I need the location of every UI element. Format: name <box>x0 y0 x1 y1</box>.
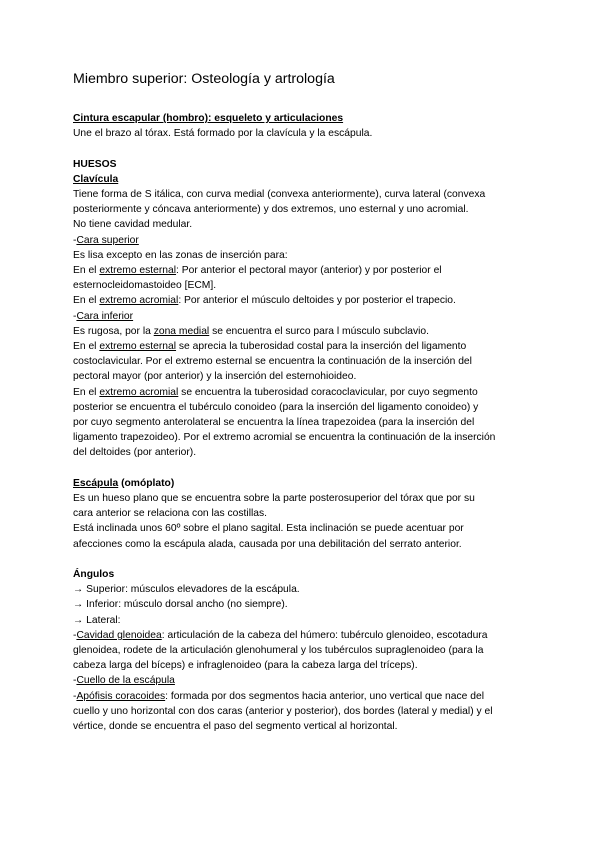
page-title: Miembro superior: Osteología y artrología <box>73 71 335 87</box>
text: En el <box>73 386 100 398</box>
intro-text: Une el brazo al tórax. Está formado por la clavícula y la escápula. <box>73 128 373 140</box>
cuello-line <box>73 673 533 688</box>
section-heading <box>73 111 533 126</box>
dash: - <box>73 629 77 641</box>
spacer <box>73 552 533 567</box>
clavicula-heading <box>73 172 533 187</box>
cara-inferior-line: pectoral mayor (por anterior) y la inserción del esternohioideo. <box>73 371 357 383</box>
text: En el <box>73 295 100 307</box>
cara-superior-line <box>73 263 533 278</box>
text: se aprecia la tuberosidad costal para la inserción del ligamento <box>176 341 467 353</box>
dash: - <box>73 690 77 702</box>
clavicula-heading-text: Clavícula <box>73 173 119 185</box>
cara-superior-label: Cara superior <box>76 234 139 246</box>
cara-inferior-line: costoclavicular. Por el extremo esternal se encuentra la continuación de la inserción del <box>73 356 472 368</box>
underlined-term: Apófisis coracoides <box>76 690 166 702</box>
escapula-line: Está inclinada unos 60º sobre el plano sagital. Esta inclinación se puede acentuar por <box>73 523 464 535</box>
cara-inferior-line: posterior se encuentra el tubérculo conoideo (para la inserción del ligamento conoideo) y <box>73 401 479 413</box>
cavidad-glenoidea-line <box>73 628 533 643</box>
angulos-heading: Ángulos <box>73 569 115 581</box>
angulo-item: → Inferior: músculo dorsal ancho (no siempre). <box>73 599 288 611</box>
underlined-term: extremo acromial <box>99 295 179 307</box>
escapula-heading-rest: (omóplato) <box>118 477 175 489</box>
escapula-heading <box>73 476 533 491</box>
text: : formada por dos segmentos hacia anterior, uno vertical que nace del <box>165 690 484 702</box>
apofisis-line: vértice, donde se encuentra el paso del segmento vertical al horizontal. <box>73 721 398 733</box>
document-page <box>73 70 533 734</box>
escapula-line: afecciones como la escápula alada, causada por una debilitación del serrato anterior. <box>73 538 462 550</box>
text: se encuentra la tuberosidad coracoclavicular, por cuyo segmento <box>178 386 478 398</box>
underlined-term: extremo acromial <box>99 386 179 398</box>
escapula-line: cara anterior se relaciona con las costillas. <box>73 508 268 520</box>
section-heading-text: Cintura escapular (hombro): esqueleto y articulaciones <box>73 113 344 124</box>
cara-inferior-line: del deltoides (por anterior). <box>73 447 197 459</box>
text: : articulación de la cabeza del húmero: tubérculo glenoideo, escotadura <box>161 629 488 641</box>
dash: - <box>73 310 77 322</box>
spacer <box>73 461 533 476</box>
underlined-term: Cavidad glenoidea <box>76 629 162 641</box>
cara-superior-line: Es lisa excepto en las zonas de inserción para: <box>73 249 288 261</box>
cara-inferior-line: por cuyo segmento anterolateral se encuentra la línea trapezoidea (para la inserción del <box>73 417 475 429</box>
cara-inferior-line <box>73 324 533 339</box>
dash: - <box>73 234 77 246</box>
apofisis-line <box>73 689 533 704</box>
underlined-term: zona medial <box>153 325 210 337</box>
dash: - <box>73 675 77 687</box>
angulo-item: → Lateral: <box>73 614 121 626</box>
text: : Por anterior el pectoral mayor (anterior) y por posterior el <box>176 265 442 277</box>
huesos-heading: HUESOS <box>73 158 117 170</box>
cara-inferior-heading <box>73 309 533 324</box>
underlined-term: extremo esternal <box>99 341 177 353</box>
text: : Por anterior el músculo deltoides y por posterior el trapecio. <box>178 295 456 307</box>
underlined-term: extremo esternal <box>99 265 177 277</box>
text: En el <box>73 265 100 277</box>
cara-superior-heading <box>73 233 533 248</box>
clavicula-line: posteriormente y cóncava anteriormente) y dos extremos, uno esternal y uno acromial. <box>73 204 469 216</box>
text: En el <box>73 341 100 353</box>
text: se encuentra el surco para l músculo subclavio. <box>209 325 430 337</box>
clavicula-line: No tiene cavidad medular. <box>73 219 193 231</box>
angulo-item: → Superior: músculos elevadores de la escápula. <box>73 584 300 596</box>
cara-inferior-label: Cara inferior <box>76 310 134 322</box>
escapula-heading-underlined: Escápula <box>73 477 119 489</box>
text: Es rugosa, por la <box>73 325 154 337</box>
cavidad-glenoidea-line: glenoidea, rodete de la articulación glenohumeral y los tubérculos supraglenoideo (para la <box>73 645 484 657</box>
spacer <box>73 141 533 156</box>
cavidad-glenoidea-line: cabeza larga del bíceps) e infraglenoideo (para la cabeza larga del tríceps). <box>73 660 418 672</box>
cara-superior-line: esternocleidomastoideo [ECM]. <box>73 280 217 292</box>
clavicula-line: Tiene forma de S itálica, con curva medial (convexa anteriormente), curva lateral (convexa <box>73 189 486 200</box>
cara-inferior-line <box>73 385 533 400</box>
apofisis-line: cuello y uno horizontal con dos caras (anterior y posterior), dos bordes (lateral y medial) y el <box>73 705 493 717</box>
underlined-term: Cuello de la escápula <box>76 675 175 687</box>
escapula-line: Es un hueso plano que se encuentra sobre la parte posterosuperior del tórax que por su <box>73 493 475 505</box>
cara-inferior-line: ligamento trapezoideo). Por el extremo acromial se encuentra la continuación de la inserción <box>73 432 496 444</box>
cara-inferior-line <box>73 339 533 354</box>
cara-superior-line <box>73 293 533 308</box>
